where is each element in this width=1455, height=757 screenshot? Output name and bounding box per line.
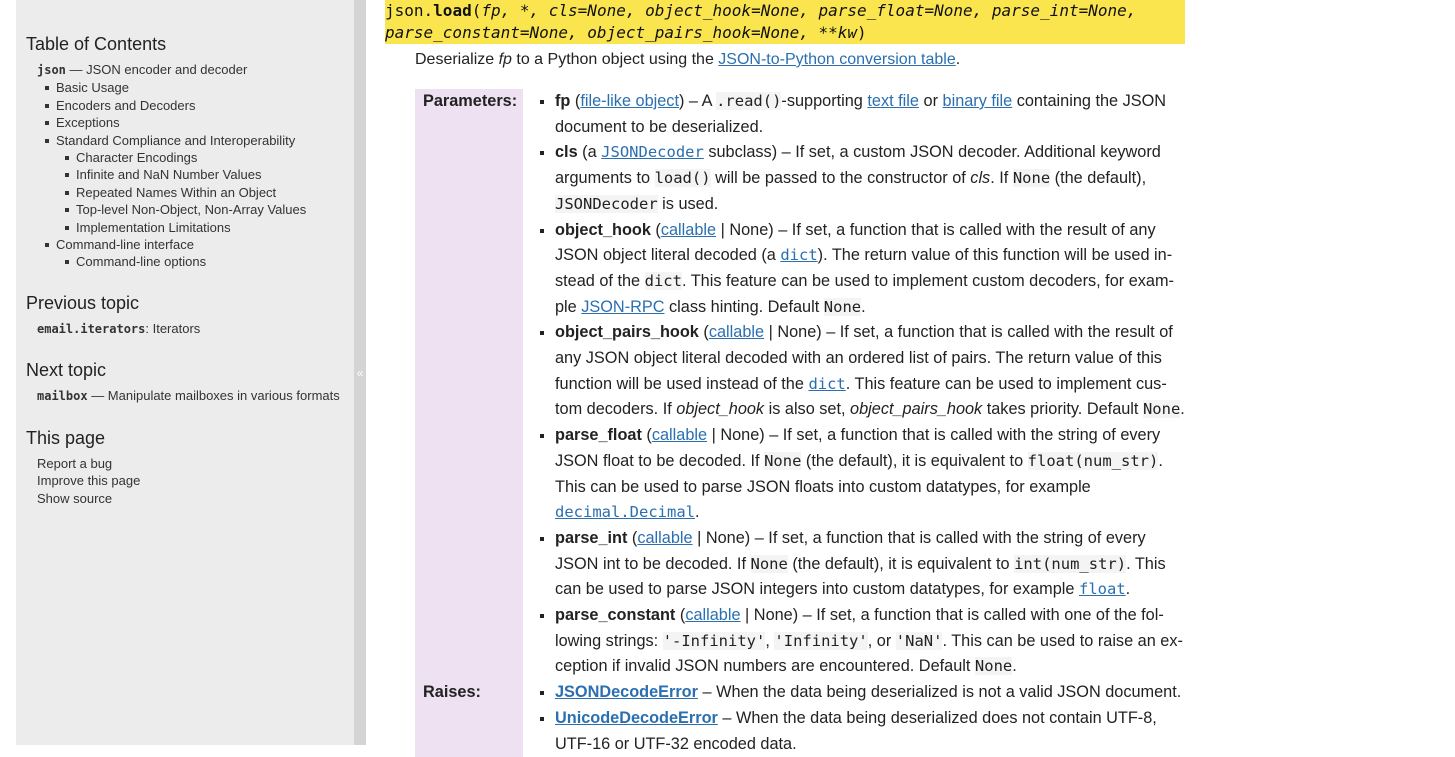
- jsondecoder-link[interactable]: JSONDecoder: [601, 143, 704, 162]
- param-fp: fp (file-like object) – A .read()-supporting text file or binary file containing the JSON document to be deserialized.: [547, 89, 1185, 140]
- param-object-hook: object_hook (callable | None) – If set, a function that is called with the result of any JSON object literal decoded (a dict). The return value of this function will be used instead of the dict. This feature can be used to implement custom decoders, for example JSON-RPC class hinting. Default None.: [547, 218, 1185, 321]
- collapse-chevron-icon: «: [356, 365, 364, 380]
- binary-file-link[interactable]: binary file: [942, 92, 1013, 110]
- raises-label: Raises:: [415, 680, 523, 757]
- this-page-block: [26, 428, 354, 507]
- unicodedecodeerror-link[interactable]: UnicodeDecodeError: [555, 708, 718, 727]
- toc-item[interactable]: json — JSON encoder and decoder: [37, 62, 248, 77]
- raises-unicodedecodeerror: UnicodeDecodeError – When the data being deserialized does not contain UTF-8, UTF-16 or UTF-32 encoded data.: [547, 706, 1185, 757]
- text-file-link[interactable]: text file: [867, 92, 919, 110]
- improve-page-link[interactable]: Improve this page: [37, 473, 141, 489]
- callable-link[interactable]: callable: [660, 220, 717, 239]
- toc-item[interactable]: Character Encodings: [26, 149, 354, 166]
- toc-item[interactable]: Exceptions: [26, 114, 354, 131]
- toc-item[interactable]: Top-level Non-Object, Non-Array Values: [26, 201, 354, 218]
- toc-block: [26, 34, 354, 271]
- previous-topic-link[interactable]: email.iterators: Iterators: [37, 320, 201, 336]
- function-description: Deserialize fp to a Python object using the JSON-to-Python conversion table.: [415, 51, 961, 68]
- param-parse-int: parse_int (callable | None) – If set, a function that is called with the string of every JSON int to be decoded. If None (the default), it is equivalent to int(num_str). This can be used to parse JSON integers into custom datatypes, for example float.: [547, 526, 1185, 603]
- file-like-object-link[interactable]: file-like object: [580, 92, 679, 110]
- decimal-link[interactable]: decimal.Decimal: [555, 503, 695, 522]
- param-cls: cls (a JSONDecoder subclass) – If set, a custom JSON decoder. Additional keyword arguments to load() will be passed to the constructor of cls. If None (the default), JSONDecoder is used.: [547, 140, 1185, 217]
- parameters-row: [415, 89, 1185, 680]
- sidebar-collapse-button[interactable]: [354, 0, 366, 745]
- toc-item[interactable]: Repeated Names Within an Object: [26, 184, 354, 201]
- dict-link[interactable]: dict: [780, 246, 818, 265]
- toc-heading: Table of Contents: [26, 34, 167, 54]
- show-source-link[interactable]: Show source: [37, 490, 113, 506]
- param-object-pairs-hook: object_pairs_hook (callable | None) – If set, a function that is called with the result of any JSON object literal decoded with an ordered list of pairs. The return value of this function will be used instead of the dict. This feature can be used to implement custom decoders. If object_hook is also set, object_pairs_hook takes priority. Default None.: [547, 320, 1185, 423]
- next-topic-block: [26, 360, 354, 405]
- toc-item[interactable]: Encoders and Decoders: [26, 97, 354, 114]
- toc-list: [26, 61, 354, 271]
- previous-topic-block: [26, 293, 354, 338]
- sidebar: [16, 0, 354, 745]
- report-bug-link[interactable]: Report a bug: [37, 455, 113, 471]
- conversion-table-link[interactable]: JSON-to-Python conversion table: [718, 51, 956, 68]
- dict-link[interactable]: dict: [808, 374, 846, 393]
- callable-link[interactable]: callable: [651, 426, 708, 445]
- callable-link[interactable]: callable: [637, 528, 693, 547]
- json-rpc-link[interactable]: JSON-RPC: [581, 297, 665, 316]
- toc-item[interactable]: Implementation Limitations: [26, 219, 354, 236]
- field-list: [415, 89, 1185, 757]
- function-signature: json.load(fp, *, cls=None, object_hook=None, parse_float=None, parse_int=None, parse_constant=None, object_pairs_hook=None, **kw): [385, 0, 1185, 44]
- toc-item[interactable]: Command-line interface: [26, 236, 354, 253]
- jsondecodeerror-link[interactable]: JSONDecodeError: [555, 683, 698, 702]
- next-topic-heading: Next topic: [26, 360, 107, 381]
- callable-link[interactable]: callable: [685, 606, 741, 625]
- float-link[interactable]: float: [1079, 580, 1126, 599]
- parameters-label: Parameters:: [415, 89, 523, 680]
- param-parse-constant: parse_constant (callable | None) – If set, a function that is called with one of the following strings: '-Infinity', 'Infinity', or 'NaN'. This can be used to raise an exception if invalid JSON numbers are encountered. Default None.: [547, 603, 1185, 680]
- toc-item[interactable]: Infinite and NaN Number Values: [26, 166, 354, 183]
- toc-item[interactable]: Basic Usage: [26, 79, 354, 96]
- callable-link[interactable]: callable: [708, 323, 765, 342]
- this-page-heading: This page: [26, 427, 106, 448]
- raises-row: [415, 680, 1185, 757]
- param-parse-float: parse_float (callable | None) – If set, a function that is called with the string of every JSON float to be decoded. If None (the default), it is equivalent to float(num_str). This can be used to parse JSON floats into custom datatypes, for example decimal.Decimal.: [547, 423, 1185, 526]
- toc-item[interactable]: Command-line options: [26, 253, 354, 270]
- toc-item[interactable]: Standard Compliance and Interoperability: [26, 132, 354, 149]
- main-content: [385, 0, 1185, 753]
- previous-topic-heading: Previous topic: [26, 292, 140, 313]
- raises-jsondecodeerror: JSONDecodeError – When the data being deserialized is not a valid JSON document.: [547, 680, 1185, 706]
- next-topic-link[interactable]: mailbox — Manipulate mailboxes in various formats: [37, 388, 340, 404]
